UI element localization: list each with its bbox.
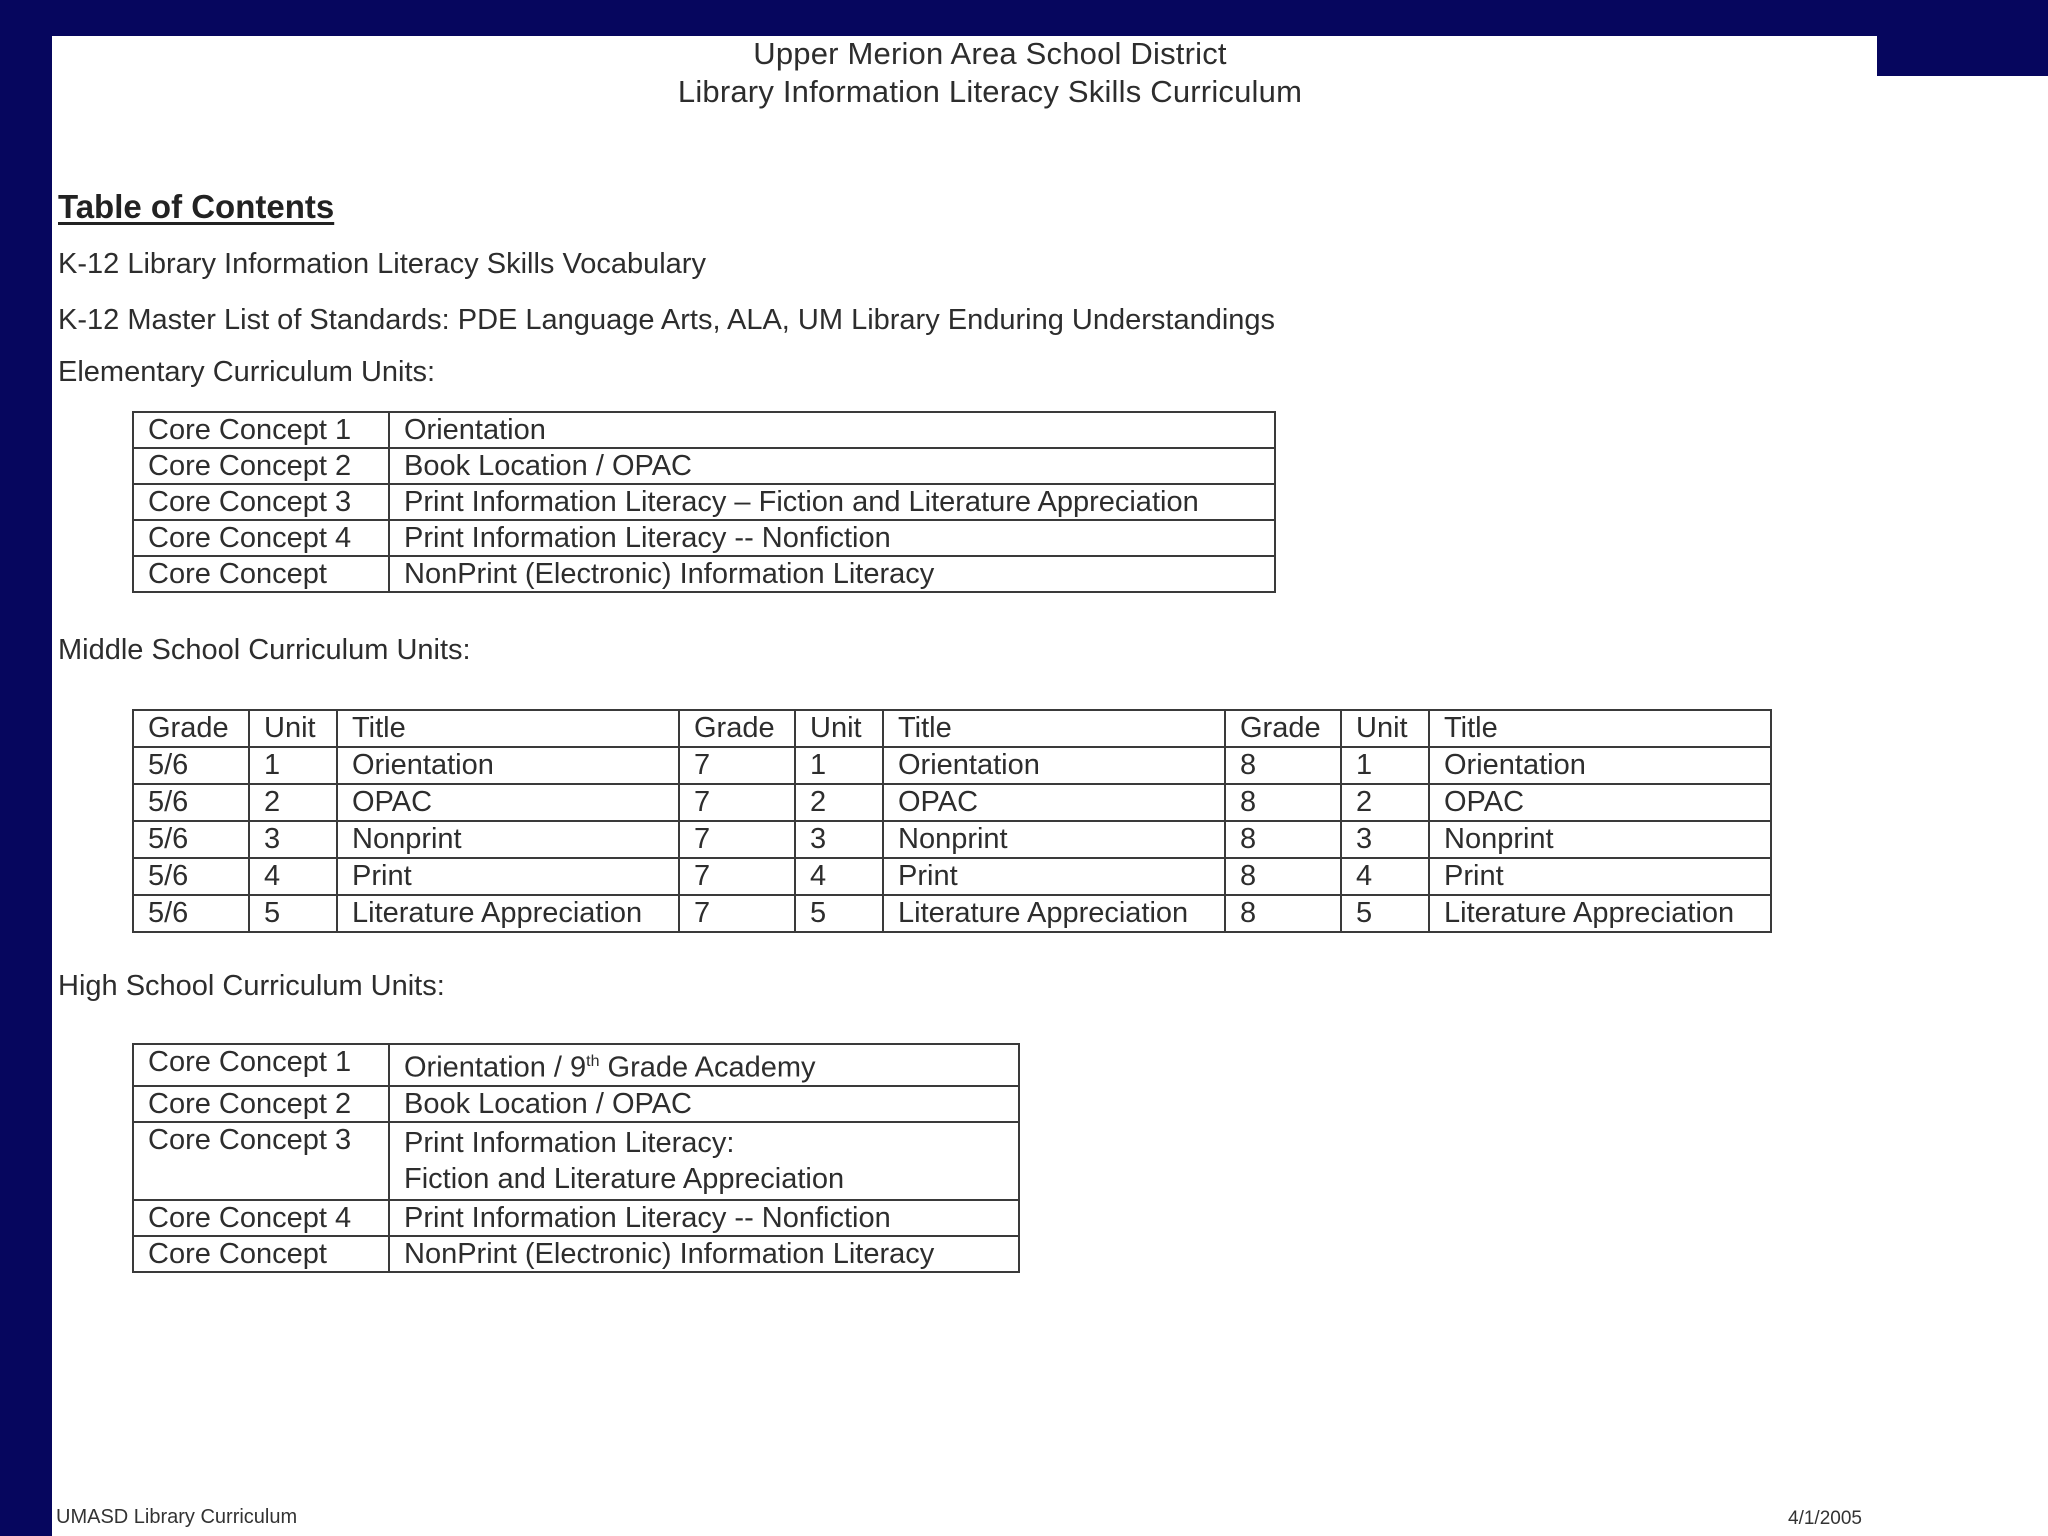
concept-cell: Core Concept	[133, 556, 389, 592]
concept-cell: Core Concept 1	[133, 412, 389, 448]
title-cell: Literature Appreciation	[337, 895, 679, 932]
title-cell: Print Information Literacy -- Nonfiction	[389, 520, 1275, 556]
column-header-grade: Grade	[133, 710, 249, 747]
table-row	[133, 1200, 1019, 1236]
elementary-units-label: Elementary Curriculum Units:	[58, 356, 436, 388]
district-title: Upper Merion Area School District	[753, 36, 1227, 71]
unit-cell: 1	[1341, 747, 1429, 784]
title-text-line-2: Fiction and Literature Appreciation	[404, 1162, 845, 1195]
grade-cell: 7	[679, 858, 795, 895]
title-text: Grade Academy	[599, 1051, 816, 1084]
table-header-row	[133, 710, 1771, 747]
unit-cell: 3	[249, 821, 337, 858]
title-text-line-1: Print Information Literacy:	[404, 1126, 735, 1159]
document-page	[52, 36, 2048, 1536]
title-cell: NonPrint (Electronic) Information Literacy	[389, 1236, 1019, 1272]
unit-cell: 1	[795, 747, 883, 784]
column-header-unit: Unit	[249, 710, 337, 747]
title-cell: OPAC	[1429, 784, 1771, 821]
title-cell: Nonprint	[1429, 821, 1771, 858]
column-header-unit: Unit	[1341, 710, 1429, 747]
unit-cell: 2	[795, 784, 883, 821]
table-row	[133, 747, 1771, 784]
high-school-units-table	[132, 1043, 1020, 1273]
grade-cell: 7	[679, 784, 795, 821]
table-row	[133, 448, 1275, 484]
curriculum-title: Library Information Literacy Skills Curriculum	[677, 74, 1303, 109]
table-of-contents-heading: Table of Contents	[58, 188, 335, 225]
grade-cell: 8	[1225, 858, 1341, 895]
title-cell: OPAC	[337, 784, 679, 821]
table-row	[133, 895, 1771, 932]
grade-cell: 5/6	[133, 784, 249, 821]
concept-cell: Core Concept 3	[133, 484, 389, 520]
title-cell: Literature Appreciation	[883, 895, 1225, 932]
table-row	[133, 412, 1275, 448]
title-cell: Book Location / OPAC	[389, 448, 1275, 484]
title-cell: Print	[1429, 858, 1771, 895]
middle-school-units-label: Middle School Curriculum Units:	[58, 634, 471, 666]
grade-cell: 5/6	[133, 895, 249, 932]
unit-cell: 1	[249, 747, 337, 784]
column-header-grade: Grade	[679, 710, 795, 747]
unit-cell: 3	[795, 821, 883, 858]
table-row	[133, 520, 1275, 556]
column-header-title: Title	[337, 710, 679, 747]
table-row	[133, 1086, 1019, 1122]
table-row	[133, 1122, 1019, 1200]
column-header-unit: Unit	[795, 710, 883, 747]
unit-cell: 4	[795, 858, 883, 895]
unit-cell: 3	[1341, 821, 1429, 858]
grade-cell: 8	[1225, 784, 1341, 821]
column-header-title: Title	[883, 710, 1225, 747]
vocabulary-line: K-12 Library Information Literacy Skills Vocabulary	[58, 248, 706, 280]
unit-cell: 2	[249, 784, 337, 821]
grade-cell: 7	[679, 821, 795, 858]
table-row	[133, 556, 1275, 592]
grade-cell: 5/6	[133, 858, 249, 895]
table-row	[133, 1044, 1019, 1086]
elementary-units-table	[132, 411, 1276, 593]
title-cell: Nonprint	[337, 821, 679, 858]
high-school-units-label: High School Curriculum Units:	[58, 970, 445, 1002]
grade-cell: 8	[1225, 747, 1341, 784]
title-text: Orientation / 9	[404, 1051, 587, 1084]
grade-cell: 7	[679, 747, 795, 784]
table-row	[133, 1236, 1019, 1272]
title-cell: Print	[337, 858, 679, 895]
title-cell: Nonprint	[883, 821, 1225, 858]
title-cell: OPAC	[883, 784, 1225, 821]
footer-date: 4/1/2005	[1788, 1508, 1862, 1529]
concept-cell: Core Concept 4	[133, 520, 389, 556]
grade-cell: 5/6	[133, 747, 249, 784]
grade-cell: 8	[1225, 821, 1341, 858]
concept-cell: Core Concept 4	[133, 1200, 389, 1236]
unit-cell: 5	[795, 895, 883, 932]
footer-document-name: UMASD Library Curriculum	[56, 1506, 298, 1528]
title-cell: Print Information Literacy – Fiction and Literature Appreciation	[389, 484, 1275, 520]
concept-cell: Core Concept 2	[133, 1086, 389, 1122]
title-cell: Book Location / OPAC	[389, 1086, 1019, 1122]
concept-cell: Core Concept 1	[133, 1044, 389, 1086]
table-row	[133, 784, 1771, 821]
title-cell: Print Information Literacy -- Nonfiction	[389, 1200, 1019, 1236]
title-cell	[389, 1122, 1019, 1200]
title-cell	[389, 1044, 1019, 1086]
ordinal-suffix: th	[586, 1053, 600, 1070]
concept-cell: Core Concept 3	[133, 1122, 389, 1200]
concept-cell: Core Concept	[133, 1236, 389, 1272]
unit-cell: 5	[249, 895, 337, 932]
unit-cell: 2	[1341, 784, 1429, 821]
title-cell: Print	[883, 858, 1225, 895]
unit-cell: 5	[1341, 895, 1429, 932]
slide-corner-bar	[1877, 36, 2048, 76]
standards-line: K-12 Master List of Standards: PDE Language Arts, ALA, UM Library Enduring Understandings	[58, 304, 1276, 336]
title-cell: NonPrint (Electronic) Information Literacy	[389, 556, 1275, 592]
title-cell: Orientation	[883, 747, 1225, 784]
table-row	[133, 484, 1275, 520]
title-cell: Orientation	[1429, 747, 1771, 784]
column-header-title: Title	[1429, 710, 1771, 747]
grade-cell: 8	[1225, 895, 1341, 932]
title-cell: Literature Appreciation	[1429, 895, 1771, 932]
middle-school-units-table	[132, 709, 1772, 933]
title-cell: Orientation	[389, 412, 1275, 448]
grade-cell: 5/6	[133, 821, 249, 858]
concept-cell: Core Concept 2	[133, 448, 389, 484]
table-row	[133, 821, 1771, 858]
title-cell: Orientation	[337, 747, 679, 784]
unit-cell: 4	[249, 858, 337, 895]
column-header-grade: Grade	[1225, 710, 1341, 747]
table-row	[133, 858, 1771, 895]
grade-cell: 7	[679, 895, 795, 932]
unit-cell: 4	[1341, 858, 1429, 895]
